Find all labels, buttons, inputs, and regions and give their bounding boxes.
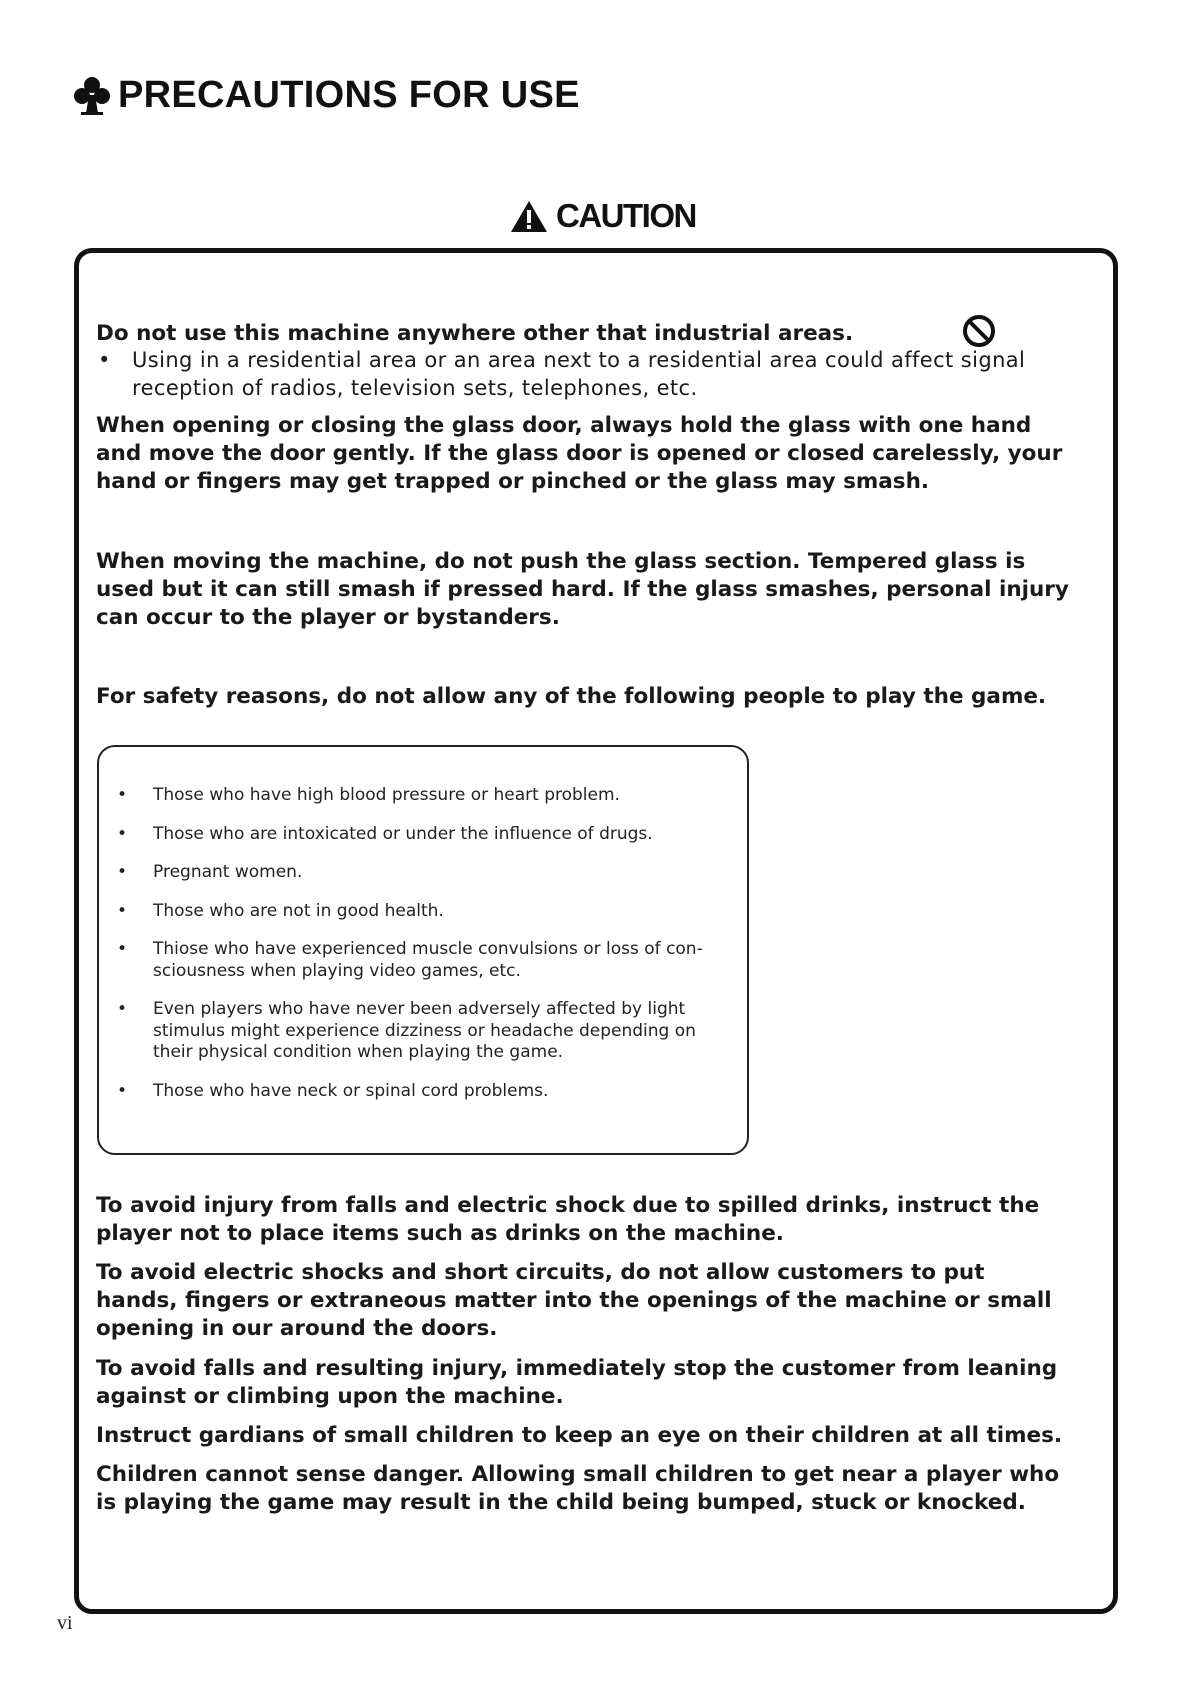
- warning-triangle-icon: [510, 200, 548, 233]
- list-item: • Those who have high blood pressure or heart problem.: [117, 785, 717, 807]
- list-item: • Those who are not in good health.: [117, 901, 717, 923]
- electric-shock-warning: To avoid electric shocks and short circuits, do not allow customers to put hands, fingers or extraneous matter into the openings of the machine or small opening in our around the doors.: [96, 1260, 1052, 1341]
- restricted-players-box: [97, 745, 749, 1155]
- moving-machine-warning: When moving the machine, do not push the glass section. Tempered glass is used but it can still smash if pressed hard. If the glass smashes, personal injury can occur to the player or bystanders.: [96, 549, 1069, 630]
- club-icon: [72, 75, 112, 117]
- glass-door-warning: When opening or closing the glass door, always hold the glass with one hand and move the door gently. If the glass door is opened or closed carelessly, your hand or fingers may get trapped or pinched or the glass may smash.: [96, 413, 1063, 494]
- list-item: • Pregnant women.: [117, 862, 717, 884]
- climbing-warning: To avoid falls and resulting injury, immediately stop the customer from leaning against or climbing upon the machine.: [96, 1356, 1058, 1409]
- list-item: • Even players who have never been adversely affected by light stimulus might experience dizziness or headache depending on their physical condition when playing the game.: [117, 999, 717, 1064]
- spilled-drinks-warning: To avoid injury from falls and electric shock due to spilled drinks, instruct the player not to place items such as drinks on the machine.: [96, 1193, 1040, 1246]
- residential-area-note: • Using in a residential area or an area next to a residential area could affect signal reception of radios, television sets, telephones, etc.: [96, 346, 1052, 402]
- restricted-players-list: [117, 785, 717, 1119]
- list-item: • Thiose who have experienced muscle convulsions or loss of con-sciousness when playing video games, etc.: [117, 939, 717, 982]
- list-item: • Those who are intoxicated or under the influence of drugs.: [117, 824, 717, 846]
- page-title: PRECAUTIONS FOR USE: [118, 74, 580, 116]
- caution-label: CAUTION: [556, 197, 696, 234]
- list-item: • Those who have neck or spinal cord problems.: [117, 1081, 717, 1103]
- guardians-note: Instruct gardians of small children to keep an eye on their children at all times.: [96, 1423, 1063, 1448]
- page-header: [72, 74, 580, 117]
- caution-heading: [510, 197, 696, 235]
- children-danger-warning: Children cannot sense danger. Allowing small children to get near a player who is playing the game may result in the child being bumped, stuck or knocked.: [96, 1462, 1060, 1515]
- page-number: vi: [57, 1612, 73, 1634]
- prohibited-icon: [962, 314, 996, 348]
- restricted-players-intro: For safety reasons, do not allow any of the following people to play the game.: [96, 684, 1047, 709]
- industrial-area-warning: Do not use this machine anywhere other that industrial areas.: [96, 321, 854, 346]
